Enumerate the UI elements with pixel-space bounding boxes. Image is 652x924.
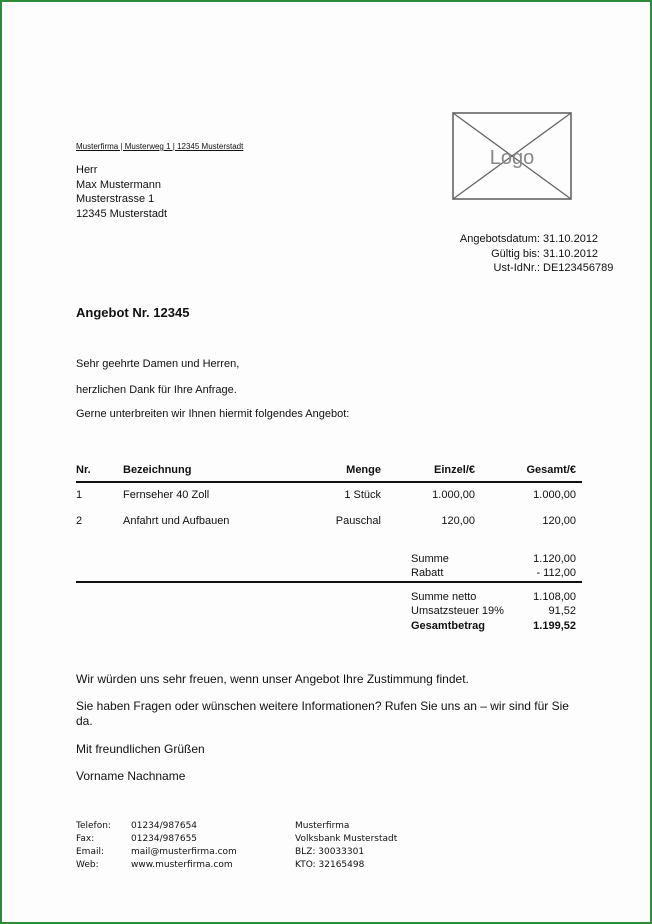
- footer-fax-value: 01234/987655: [131, 834, 198, 844]
- document-page: [3, 3, 649, 921]
- intro-greeting: Sehr geehrte Damen und Herren,: [76, 358, 240, 370]
- footer-company-name: Musterfirma: [295, 821, 350, 831]
- vat-label: Umsatzsteuer 19%: [411, 605, 504, 617]
- valid-until-label: Gültig bis:: [491, 247, 540, 260]
- col-header-quantity: Menge: [346, 464, 381, 476]
- footer-web-value: www.musterfirma.com: [131, 860, 233, 870]
- table-header-divider: [76, 481, 582, 483]
- footer-contact-values: [131, 820, 237, 872]
- recipient-city: 12345 Musterstadt: [76, 207, 168, 220]
- discount-label: Rabatt: [411, 567, 444, 579]
- recipient-street: Musterstrasse 1: [76, 193, 155, 205]
- footer-contact-labels: [76, 820, 111, 872]
- row-2-nr: 2: [76, 515, 83, 527]
- closing-line-2: Sie haben Fragen oder wünschen weitere Informationen? Rufen Sie uns an – wir sind für Sie da.: [76, 699, 569, 728]
- vat-id-label: Ust-IdNr.:: [493, 262, 540, 274]
- row-1-quantity: 1 Stück: [344, 489, 381, 501]
- row-2-total: 120,00: [542, 515, 576, 527]
- closing-regards: Mit freundlichen Grüßen: [76, 742, 205, 756]
- row-1-unit-price: 1.000,00: [432, 489, 475, 501]
- vat-id-value: DE123456789: [543, 262, 614, 274]
- sum-label: Summe: [411, 553, 449, 565]
- row-1-total: 1.000,00: [533, 489, 576, 501]
- intro-thanks: herzlichen Dank für Ihre Anfrage.: [76, 384, 237, 396]
- col-header-nr: Nr.: [76, 464, 91, 476]
- offer-date-value: 31.10.2012: [543, 233, 599, 245]
- footer-phone-value: 01234/987654: [131, 821, 198, 831]
- vat-value: 91,52: [548, 605, 576, 617]
- row-2-unit-price: 120,00: [441, 515, 475, 527]
- recipient-address: [76, 163, 167, 221]
- row-2-quantity: Pauschal: [335, 515, 381, 527]
- footer-phone-label: Telefon:: [76, 821, 111, 831]
- logo-placeholder: [452, 112, 572, 200]
- meta-labels: [383, 232, 540, 276]
- meta-values: [543, 232, 643, 276]
- row-1-nr: 1: [76, 489, 83, 501]
- grand-total-label: Gesamtbetrag: [411, 620, 485, 632]
- recipient-name: Max Mustermann: [76, 178, 161, 191]
- col-header-total: Gesamt/€: [526, 464, 576, 476]
- footer-bank-name: Volksbank Musterstadt: [295, 834, 398, 844]
- valid-until-value: 31.10.2012: [543, 247, 599, 260]
- recipient-salutation: Herr: [76, 164, 98, 176]
- col-header-unit-price: Einzel/€: [434, 464, 475, 476]
- footer-web-label: Web:: [76, 860, 99, 870]
- footer-email-label: Email:: [76, 847, 105, 857]
- grand-total-value: 1.199,52: [533, 620, 576, 632]
- sum-value: 1.120,00: [533, 553, 576, 565]
- footer-account-number: KTO: 32165498: [295, 860, 365, 870]
- net-sum-label: Summe netto: [411, 591, 477, 603]
- footer-bank-details: [295, 820, 397, 872]
- document-title: Angebot Nr. 12345: [76, 305, 190, 320]
- col-header-description: Bezeichnung: [123, 464, 192, 476]
- footer-fax-label: Fax:: [76, 834, 95, 844]
- discount-value: - 112,00: [536, 567, 576, 579]
- sender-line: Musterfirma | Musterweg 1 | 12345 Musterstadt: [76, 142, 244, 151]
- offer-date-label: Angebotsdatum:: [459, 233, 540, 245]
- row-1-description: Fernseher 40 Zoll: [123, 489, 210, 501]
- intro-offer: Gerne unterbreiten wir Ihnen hiermit folgendes Angebot:: [76, 408, 350, 420]
- footer-email-value: mail@musterfirma.com: [131, 847, 237, 857]
- row-2-description: Anfahrt und Aufbauen: [123, 515, 230, 527]
- logo-text: Logo: [489, 147, 535, 169]
- closing-line-1: Wir würden uns sehr freuen, wenn unser Angebot Ihre Zustimmung findet.: [76, 672, 469, 686]
- footer-blz: BLZ: 30033301: [295, 847, 365, 857]
- totals-divider: [76, 581, 582, 583]
- net-sum-value: 1.108,00: [533, 591, 576, 603]
- signature-name: Vorname Nachname: [76, 769, 186, 783]
